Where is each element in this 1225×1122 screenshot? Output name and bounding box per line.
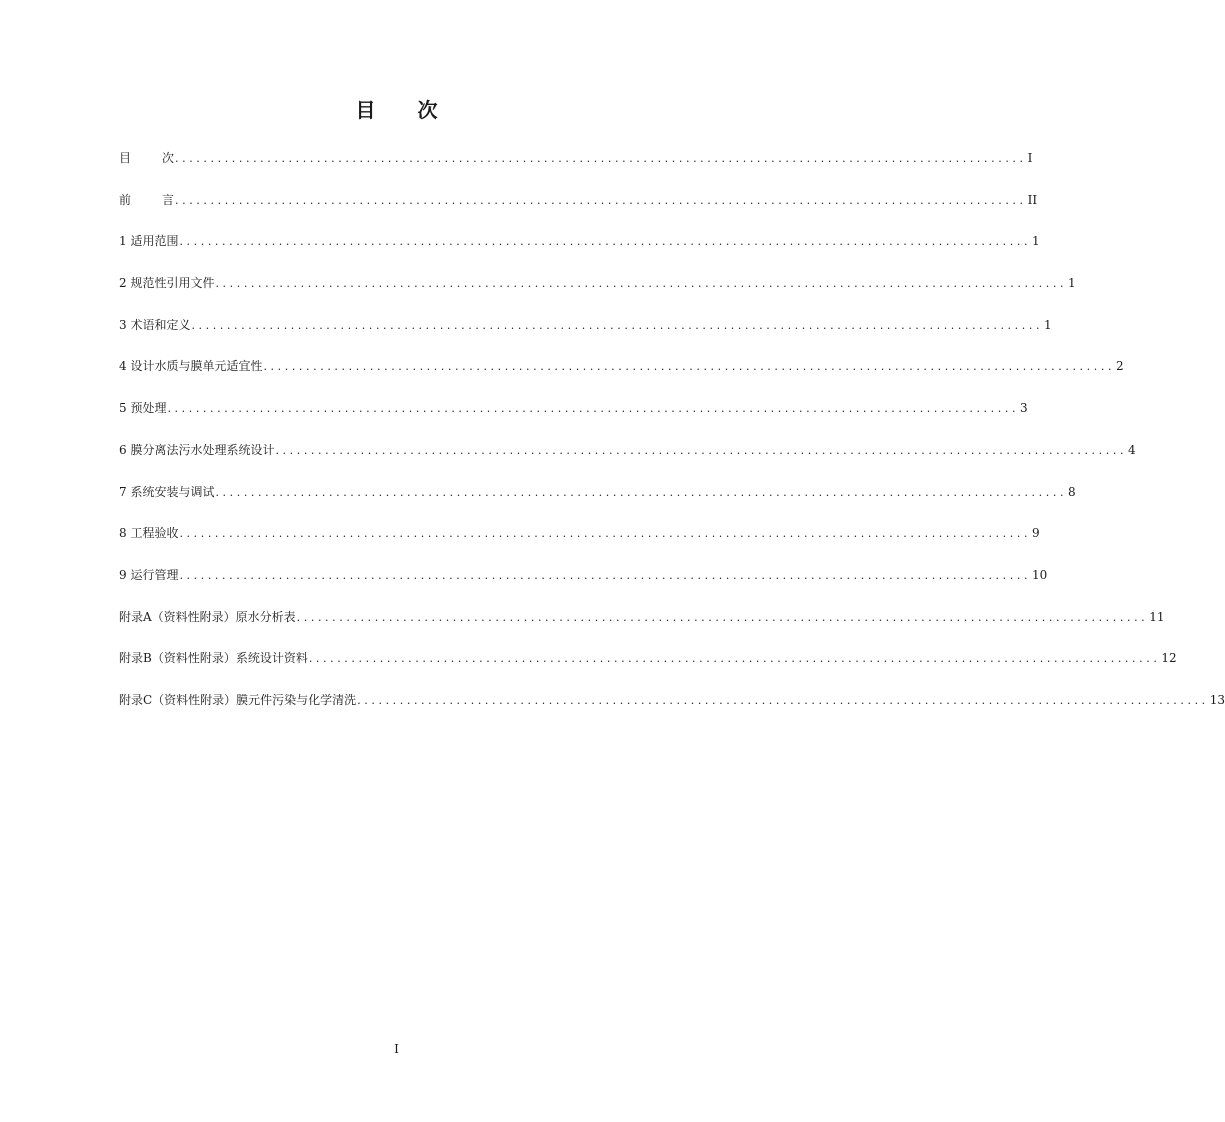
toc-entry-9[interactable] — [119, 565, 1048, 585]
toc-dot-leader: ........................................................................................................................ — [357, 693, 1209, 707]
toc-entry-page: I — [1027, 151, 1033, 165]
toc-entry-8[interactable] — [119, 523, 1040, 543]
toc-entry-label: 4 设计水质与膜单元适宜性 — [119, 359, 263, 374]
toc-dot-leader: ........................................................................................................................ — [215, 277, 1068, 291]
toc-entry-7[interactable] — [119, 482, 1076, 502]
toc-entry-page: 12 — [1161, 651, 1177, 666]
toc-entry-label: 7 系统安装与调试 — [119, 484, 215, 499]
toc-title-char-1: 目 — [355, 98, 376, 122]
toc-entry-label: 5 预处理 — [119, 401, 167, 416]
toc-dot-leader: ........................................................................................................................ — [263, 360, 1116, 374]
toc-entry-page: 11 — [1149, 609, 1165, 624]
toc-list — [119, 148, 1225, 732]
toc-entry-label: 9 运行管理 — [119, 567, 179, 582]
toc-dot-leader: ........................................................................................................................ — [179, 568, 1032, 582]
toc-dot-leader: ........................................................................................................................ — [275, 443, 1128, 457]
toc-entry-label: 6 膜分离法污水处理系统设计 — [119, 442, 275, 457]
toc-entry-4[interactable] — [119, 356, 1124, 376]
toc-dot-leader: ........................................................................................................................ — [215, 485, 1068, 499]
toc-entry-page: 3 — [1020, 401, 1028, 416]
toc-entry-label: 8 工程验收 — [119, 526, 179, 541]
toc-entry-label: 附录C（资料性附录）膜元件污染与化学清洗 — [119, 692, 357, 707]
toc-entry-label: 3 术语和定义 — [119, 317, 191, 332]
toc-entry-label: 附录A（资料性附录）原水分析表 — [119, 609, 296, 624]
toc-entry-contents[interactable] — [119, 148, 1033, 168]
toc-dot-leader: ........................................................................................................................ — [167, 402, 1020, 416]
toc-entry-label: 2 规范性引用文件 — [119, 276, 215, 291]
toc-title-char-2: 次 — [417, 98, 438, 122]
toc-entry-6[interactable] — [119, 440, 1136, 460]
toc-entry-appendix-b[interactable] — [119, 648, 1177, 668]
toc-entry-label: 附录B（资料性附录）系统设计资料 — [119, 651, 308, 666]
toc-entry-label: 前 言 — [119, 192, 175, 207]
toc-entry-foreword[interactable] — [119, 190, 1038, 210]
toc-entry-5[interactable] — [119, 398, 1028, 418]
toc-dot-leader: ........................................................................................................................ — [191, 318, 1044, 332]
toc-entry-page: 2 — [1116, 359, 1124, 374]
toc-entry-appendix-c[interactable] — [119, 690, 1225, 710]
toc-entry-label: 1 适用范围 — [119, 234, 179, 249]
toc-entry-page: 1 — [1032, 234, 1040, 249]
toc-dot-leader: ........................................................................................................................ — [175, 152, 1027, 165]
toc-entry-page: II — [1027, 192, 1038, 207]
toc-entry-appendix-a[interactable] — [119, 607, 1165, 627]
toc-entry-page: 1 — [1068, 276, 1076, 291]
toc-title — [0, 96, 793, 124]
toc-entry-page: 1 — [1044, 317, 1052, 332]
footer-page-number: I — [394, 1042, 399, 1056]
toc-entry-3[interactable] — [119, 315, 1052, 335]
toc-entry-page: 10 — [1032, 567, 1048, 582]
toc-dot-leader: ........................................................................................................................ — [296, 610, 1149, 624]
toc-entry-2[interactable] — [119, 273, 1076, 293]
toc-dot-leader: ........................................................................................................................ — [179, 235, 1032, 249]
toc-entry-1[interactable] — [119, 231, 1040, 251]
toc-entry-page: 8 — [1068, 484, 1076, 499]
toc-entry-label: 目 次 — [119, 151, 175, 165]
toc-entry-page: 13 — [1209, 692, 1225, 707]
toc-dot-leader: ........................................................................................................................ — [308, 652, 1161, 666]
toc-dot-leader: ........................................................................................................................ — [179, 527, 1032, 541]
toc-dot-leader: ........................................................................................................................ — [175, 193, 1027, 207]
toc-entry-page: 9 — [1032, 526, 1040, 541]
toc-entry-page: 4 — [1128, 442, 1136, 457]
